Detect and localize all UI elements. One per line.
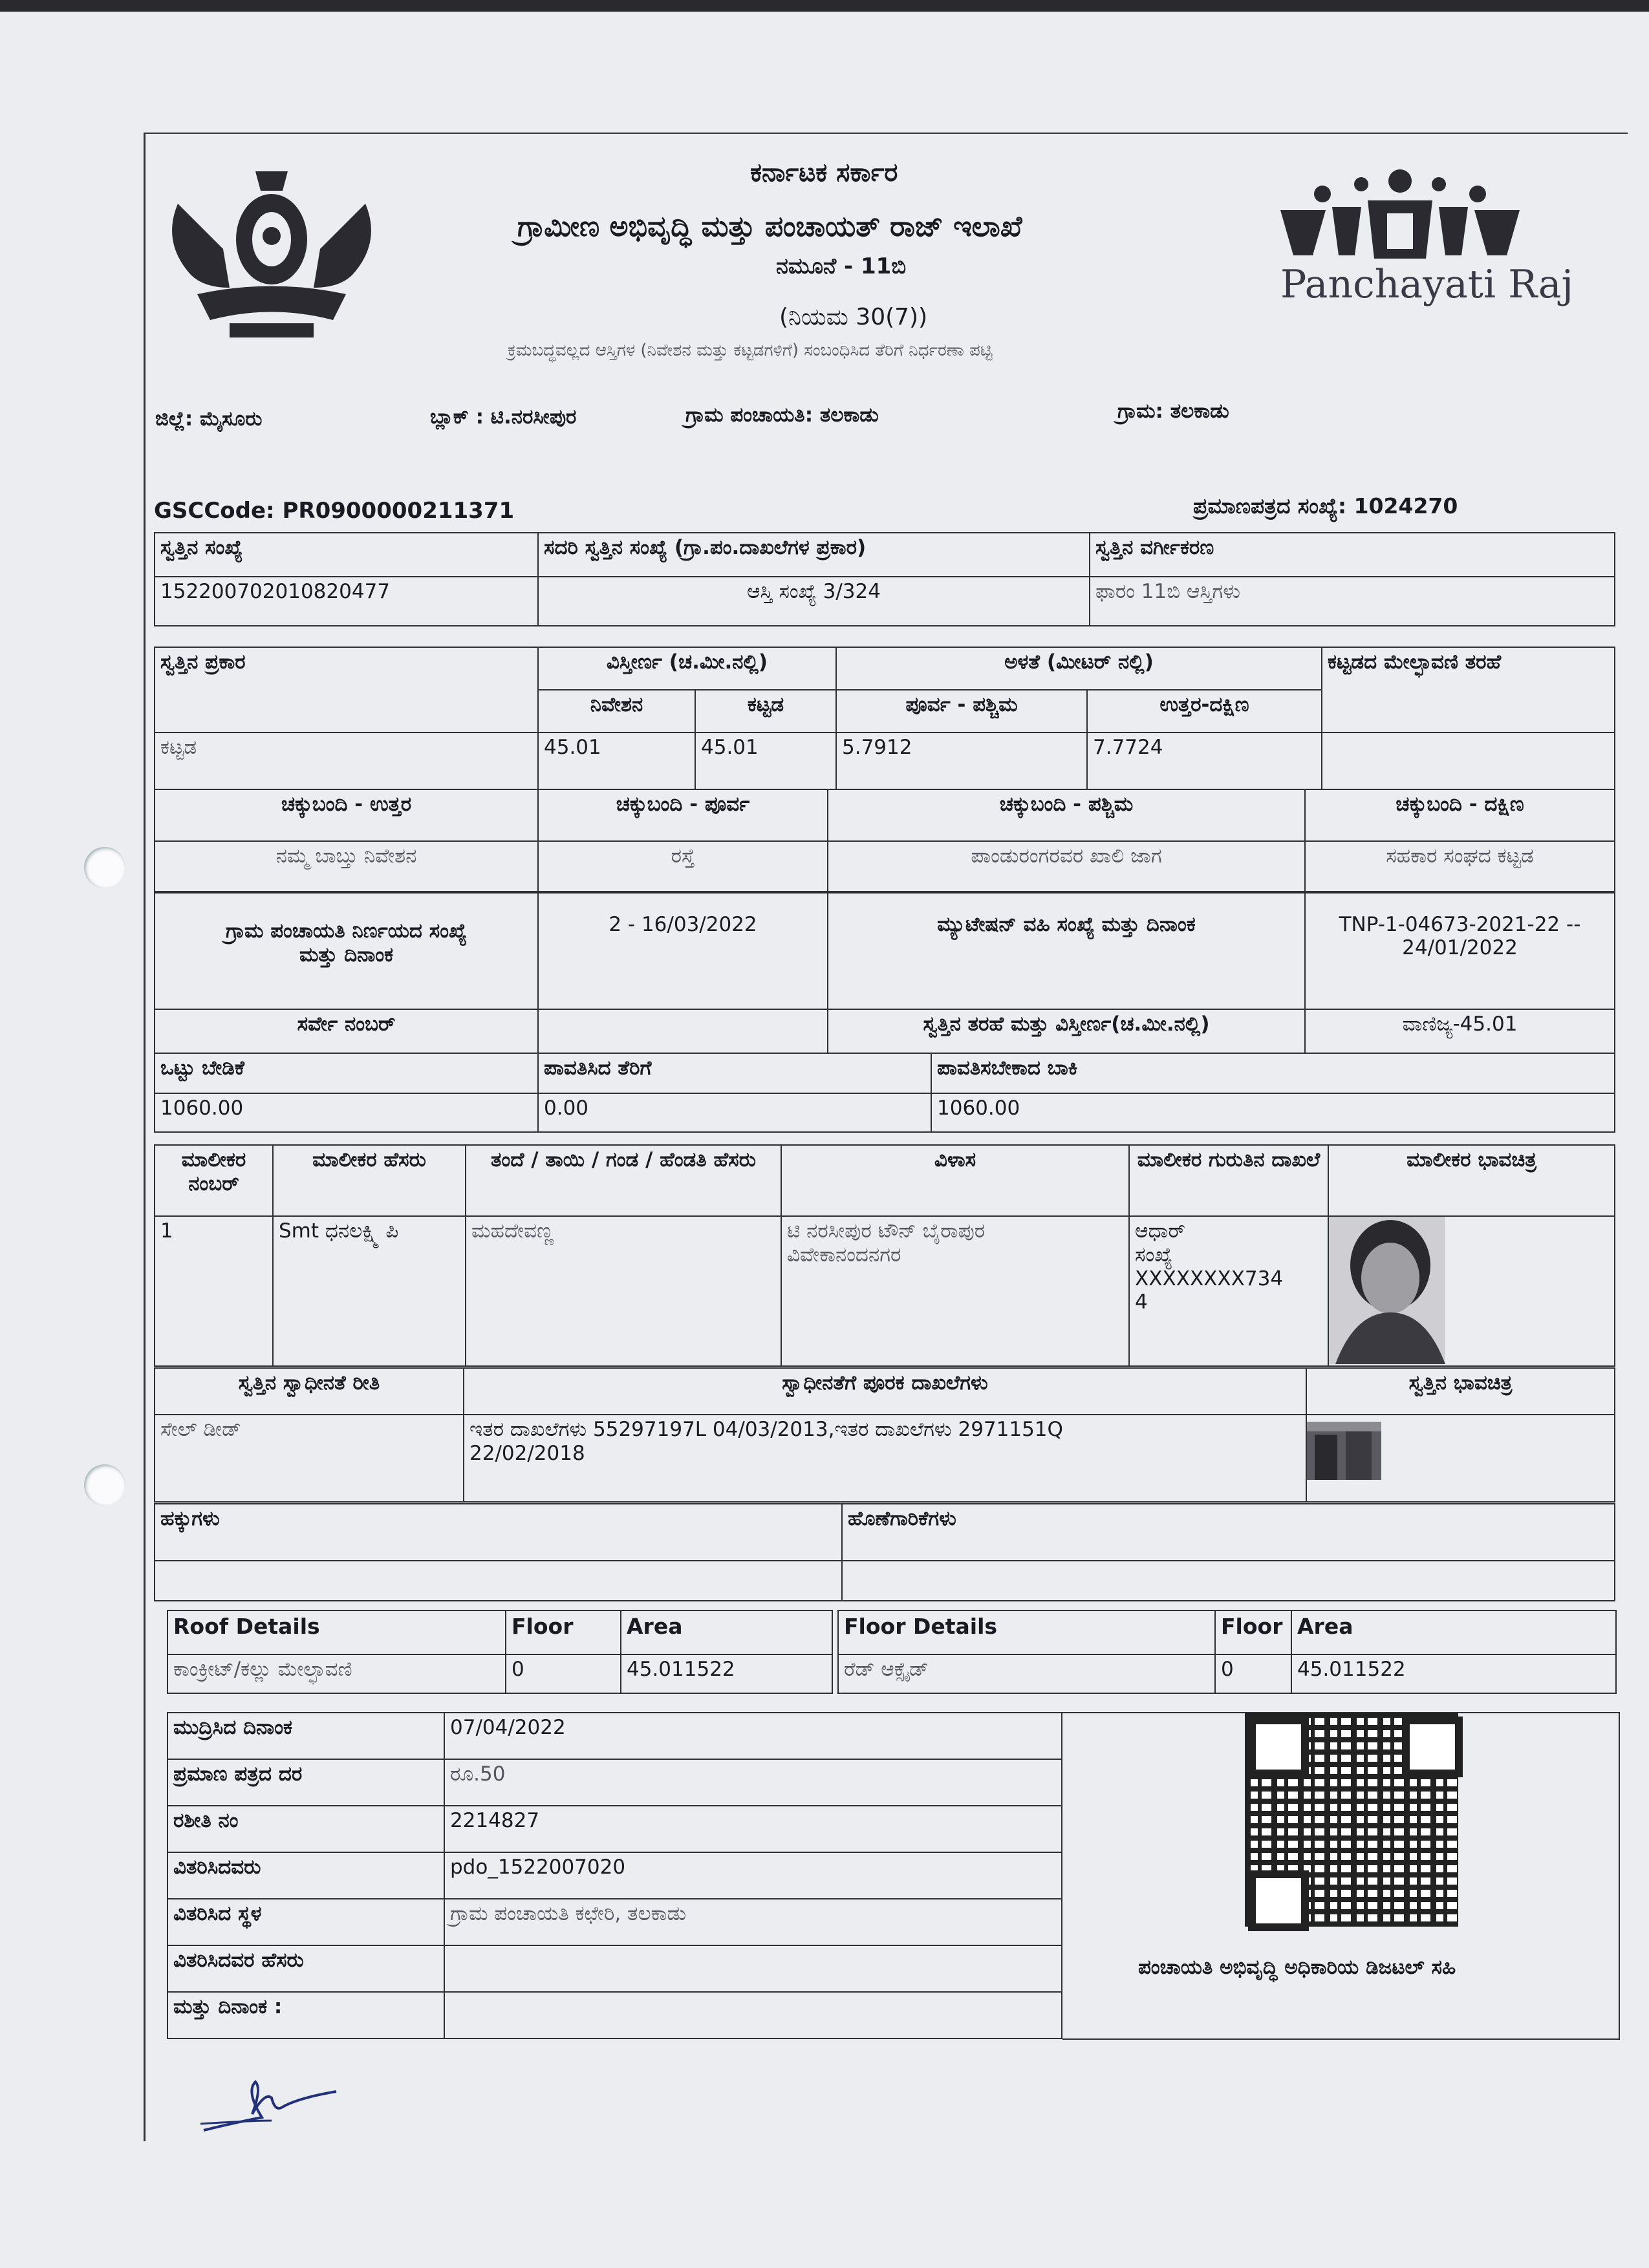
supporting-docs-header: ಸ್ವಾಧೀನತೆಗೆ ಪೂರಕ ದಾಖಲೆಗಳು [464, 1368, 1306, 1415]
resolution-label-line1: ಗ್ರಾಮ ಪಂಚಾಯತಿ ನಿರ್ಣಯದ ಸಂಖ್ಯೆ [225, 919, 468, 943]
supporting-docs [464, 1415, 1306, 1502]
issued-by: pdo_1522007020 [444, 1852, 1062, 1899]
area-header: ವಿಸ್ತೀರ್ಣ (ಚ.ಮೀ.ನಲ್ಲಿ) [538, 647, 836, 690]
north-south: 7.7724 [1087, 733, 1322, 789]
north-south-header: ಉತ್ತರ-ದಕ್ಷಿಣ [1087, 690, 1322, 733]
south-boundary: ಸಹಕಾರ ಸಂಘದ ಕಟ್ಟಡ [1305, 841, 1615, 892]
site-area: 45.01 [538, 733, 695, 789]
liabilities-header: ಹೊಣೆಗಾರಿಕೆಗಳು [842, 1504, 1615, 1561]
boundaries-table [154, 789, 1615, 892]
dimensions-table [154, 647, 1615, 790]
gsc-code: GSCCode: PR0900000211371 [154, 498, 515, 524]
roof-area: 45.011522 [621, 1654, 832, 1693]
resolution-label-line2: ಮತ್ತು ದಿನಾಂಕ [299, 943, 394, 967]
and-date-label: ಮತ್ತು ದಿನಾಂಕ : [167, 1992, 444, 2038]
print-date-label: ಮುದ್ರಿಸಿದ ದಿನಾಂಕ [167, 1713, 444, 1759]
tax-table [154, 1053, 1615, 1133]
survey-number-label: ಸರ್ವೇ ನಂಬರ್ [155, 1009, 538, 1053]
panchayati-raj-logo [1267, 155, 1533, 265]
liabilities-value [842, 1561, 1615, 1601]
property-number-table [154, 532, 1615, 626]
resolution-value: 2 - 16/03/2022 [538, 893, 828, 1009]
issuer-name [444, 1945, 1062, 1992]
receipt-label: ರಶೀತಿ ನಂ [167, 1806, 444, 1852]
floor-number: 0 [1215, 1654, 1291, 1693]
form-number: ನಮೂನೆ - 11ಬಿ [776, 253, 907, 279]
issue-table [167, 1712, 1062, 2039]
mutation-value-line1: TNP-1-04673-2021-22 -- [1339, 913, 1581, 936]
usage-area: ವಾಣಿಜ್ಯ-45.01 [1305, 1009, 1615, 1053]
gram-panchayat-label: ಗ್ರಾಮ ಪಂಚಾಯತಿ: ತಲಕಾಡು [685, 403, 879, 427]
owner-id-header: ಮಾಲೀಕರ ಗುರುತಿನ ದಾಖಲೆ [1129, 1145, 1328, 1216]
rights-header: ಹಕ್ಕುಗಳು [155, 1504, 842, 1561]
punch-hole [84, 847, 125, 888]
floor-details-header: Floor Details [838, 1610, 1215, 1654]
owner-id [1129, 1216, 1328, 1366]
qr-finder [1248, 1870, 1309, 1931]
karnataka-emblem [158, 165, 385, 359]
issue-place-label: ವಿತರಿಸಿದ ಸ್ಥಳ [167, 1899, 444, 1945]
balance-header: ಪಾವತಿಸಬೇಕಾದ ಬಾಕಿ [931, 1053, 1615, 1093]
roof-details-header: Roof Details [167, 1610, 506, 1654]
property-photo-cell [1306, 1415, 1615, 1502]
id-number-tail: 4 [1135, 1290, 1148, 1314]
certificate-number: ಪ್ರಮಾಣಪತ್ರದ ಸಂಖ್ಯೆ: 1024270 [1193, 493, 1458, 519]
east-west: 5.7912 [836, 733, 1087, 789]
resolution-table [154, 892, 1615, 1054]
total-demand: 1060.00 [155, 1093, 538, 1132]
scan-edge [0, 0, 1649, 12]
supporting-docs-line1: ಇತರ ದಾಖಲೆಗಳು 55297197L 04/03/2013,ಇತರ ದಾಖಲೆಗಳು 2971151Q [469, 1418, 1063, 1441]
north-boundary: ನಮ್ಮ ಬಾಬ್ತು ನಿವೇಶನ [155, 841, 538, 892]
roof-floor-header: Floor [506, 1610, 621, 1654]
building-header: ಕಟ್ಟಡ [695, 690, 836, 733]
east-west-header: ಪೂರ್ವ - ಪಶ್ಚಿಮ [836, 690, 1087, 733]
fee: ರೂ.50 [444, 1759, 1062, 1806]
gp-record-number-header: ಸದರಿ ಸ್ವತ್ತಿನ ಸಂಖ್ಯೆ (ಗ್ರಾ.ಪಂ.ದಾಖಲೆಗಳ ಪ್ರಕಾರ) [538, 533, 1090, 577]
issue-place: ಗ್ರಾಮ ಪಂಚಾಯತಿ ಕಛೇರಿ, ತಲಕಾಡು [444, 1899, 1062, 1945]
address-line1: ಟಿ ನರಸೀಪುರ ಟೌನ್ ಬೈರಾಪುರ [787, 1219, 986, 1243]
print-date: 07/04/2022 [444, 1713, 1062, 1759]
address-header: ವಿಳಾಸ [781, 1145, 1129, 1216]
owner-number: 1 [155, 1216, 273, 1366]
owner-name-header: ಮಾಲೀಕರ ಹೆಸರು [273, 1145, 466, 1216]
form-subtitle: ಕ್ರಮಬದ್ಧವಲ್ಲದ ಆಸ್ತಿಗಳ (ನಿವೇಶನ ಮತ್ತು ಕಟ್ಟಡಗಳಿಗೆ) ಸಂಬಂಧಿಸಿದ ತೆರಿಗೆ ನಿರ್ಧರಣಾ ಪಟ್ಟಿ [508, 341, 993, 360]
roof-details-table [167, 1610, 833, 1694]
east-boundary-header: ಚಕ್ಕುಬಂದಿ - ಪೂರ್ವ [538, 789, 828, 841]
measurement-header: ಅಳತೆ (ಮೀಟರ್ ನಲ್ಲಿ) [836, 647, 1322, 690]
floor-material: ರೆಡ್ ಆಕ್ಸೈಡ್ [838, 1654, 1215, 1693]
address-line2: ವಿವೇಕಾನಂದನಗರ [787, 1243, 901, 1267]
owner-photo-header: ಮಾಲೀಕರ ಭಾವಚಿತ್ರ [1328, 1145, 1615, 1216]
floor-number-header: Floor [1215, 1610, 1291, 1654]
classification-header: ಸ್ವತ್ತಿನ ವರ್ಗೀಕರಣ [1090, 533, 1615, 577]
owner-name: Smt ಧನಲಕ್ಷ್ಮಿ ಪಿ [273, 1216, 466, 1366]
issued-by-label: ವಿತರಿಸಿದವರು [167, 1852, 444, 1899]
logo-caption: Panchayati Raj [1280, 262, 1574, 307]
west-boundary: ಪಾಂಡುರಂಗರವರ ಖಾಲಿ ಜಾಗ [828, 841, 1305, 892]
floor-details-table [837, 1610, 1617, 1694]
gp-record-number: ಆಸ್ತಿ ಸಂಖ್ಯೆ 3/324 [538, 577, 1090, 626]
roof-material: ಕಾಂಕ್ರೀಟ್/ಕಲ್ಲು ಮೇಲ್ಛಾವಣಿ [167, 1654, 506, 1693]
east-boundary: ರಸ್ತೆ [538, 841, 828, 892]
department-title: ಗ್ರಾಮೀಣ ಅಭಿವೃದ್ಧಿ ಮತ್ತು ಪಂಚಾಯತ್ ರಾಜ್ ಇಲಾಖೆ [517, 210, 1022, 243]
survey-number [538, 1009, 828, 1053]
roof-floor: 0 [506, 1654, 621, 1693]
resolution-label [155, 893, 538, 1009]
classification: ಫಾರಂ 11ಬಿ ಆಸ್ತಿಗಳು [1090, 577, 1615, 626]
handwritten-signature [197, 2069, 339, 2140]
mutation-value-line2: 24/01/2022 [1402, 936, 1518, 959]
total-demand-header: ಒಟ್ಟು ಬೇಡಿಕೆ [155, 1053, 538, 1093]
tax-paid: 0.00 [538, 1093, 931, 1132]
property-type: ಕಟ್ಟಡ [155, 733, 538, 789]
punch-hole [84, 1464, 125, 1506]
parent-name-header: ತಂದೆ / ತಾಯಿ / ಗಂಡ / ಹೆಂಡತಿ ಹೆಸರು [466, 1145, 781, 1216]
fee-label: ಪ್ರಮಾಣ ಪತ್ರದ ದರ [167, 1759, 444, 1806]
digital-signature-caption: ಪಂಚಾಯತಿ ಅಭಿವೃದ್ಧಿ ಅಧಿಕಾರಿಯ ಡಿಜಟಲ್ ಸಹಿ [1138, 1956, 1456, 1979]
roof-area-header: Area [621, 1610, 832, 1654]
issuer-name-label: ವಿತರಿಸಿದವರ ಹೆಸರು [167, 1945, 444, 1992]
building-area: 45.01 [695, 733, 836, 789]
usage-area-label: ಸ್ವತ್ತಿನ ತರಹೆ ಮತ್ತು ವಿಸ್ತೀರ್ಣ(ಚ.ಮೀ.ನಲ್ಲಿ) [828, 1009, 1305, 1053]
and-date [444, 1992, 1062, 2038]
owner-photo [1329, 1217, 1445, 1364]
owner-address [781, 1216, 1129, 1366]
owner-table [154, 1144, 1615, 1367]
village-label: ಗ್ರಾಮ: ತಲಕಾಡು [1117, 400, 1229, 423]
north-boundary-header: ಚಕ್ಕುಬಂದಿ - ಉತ್ತರ [155, 789, 538, 841]
rights-table [154, 1503, 1615, 1601]
floor-area: 45.011522 [1291, 1654, 1616, 1693]
id-type: ಆಧಾರ್ [1135, 1219, 1185, 1243]
qr-finder [1248, 1717, 1309, 1777]
floor-area-header: Area [1291, 1610, 1616, 1654]
south-boundary-header: ಚಕ್ಕುಬಂದಿ - ದಕ್ಷಿಣ [1305, 789, 1615, 841]
property-photo-header: ಸ್ವತ್ತಿನ ಭಾವಚಿತ್ರ [1306, 1368, 1615, 1415]
owner-photo-cell [1328, 1216, 1615, 1366]
property-number: 152200702010820477 [155, 577, 538, 626]
roof-type [1322, 733, 1615, 789]
property-type-header: ಸ್ವತ್ತಿನ ಪ್ರಕಾರ [155, 647, 538, 733]
qr-finder [1402, 1717, 1463, 1777]
id-number: XXXXXXXX734 [1135, 1267, 1284, 1290]
rights-value [155, 1561, 842, 1601]
mutation-label: ಮ್ಯುಟೇಷನ್ ವಹಿ ಸಂಖ್ಯೆ ಮತ್ತು ದಿನಾಂಕ [828, 893, 1305, 1009]
owner-number-header: ಮಾಲೀಕರ ನಂಬರ್ [155, 1145, 273, 1216]
site-header: ನಿವೇಶನ [538, 690, 695, 733]
possession-mode: ಸೇಲ್ ಡೀಡ್ [155, 1415, 464, 1502]
id-number-label: ಸಂಖ್ಯೆ [1135, 1243, 1173, 1267]
block-label: ಬ್ಲಾಕ್ : ಟಿ.ನರಸೀಪುರ [430, 405, 577, 429]
supporting-docs-line2: 22/02/2018 [469, 1442, 585, 1465]
roof-type-header: ಕಟ್ಟಡದ ಮೇಲ್ಛಾವಣಿ ತರಹೆ [1322, 647, 1615, 733]
receipt-number: 2214827 [444, 1806, 1062, 1852]
balance-due: 1060.00 [931, 1093, 1615, 1132]
possession-mode-header: ಸ್ವತ್ತಿನ ಸ್ವಾಧೀನತೆ ರೀತಿ [155, 1368, 464, 1415]
property-number-header: ಸ್ವತ್ತಿನ ಸಂಖ್ಯೆ [155, 533, 538, 577]
mutation-value [1305, 893, 1615, 1009]
tax-paid-header: ಪಾವತಿಸಿದ ತೆರಿಗೆ [538, 1053, 931, 1093]
government-title: ಕರ್ನಾಟಕ ಸರ್ಕಾರ [750, 158, 898, 187]
district-label: ಜಿಲ್ಲೆ: ಮೈಸೂರು [155, 407, 263, 431]
property-photo [1307, 1422, 1381, 1480]
parent-name: ಮಹದೇವಣ್ಣ [466, 1216, 781, 1366]
rule-number: (ನಿಯಮ 30(7)) [779, 304, 928, 330]
west-boundary-header: ಚಕ್ಕುಬಂದಿ - ಪಶ್ಚಿಮ [828, 789, 1305, 841]
possession-table [154, 1367, 1615, 1503]
